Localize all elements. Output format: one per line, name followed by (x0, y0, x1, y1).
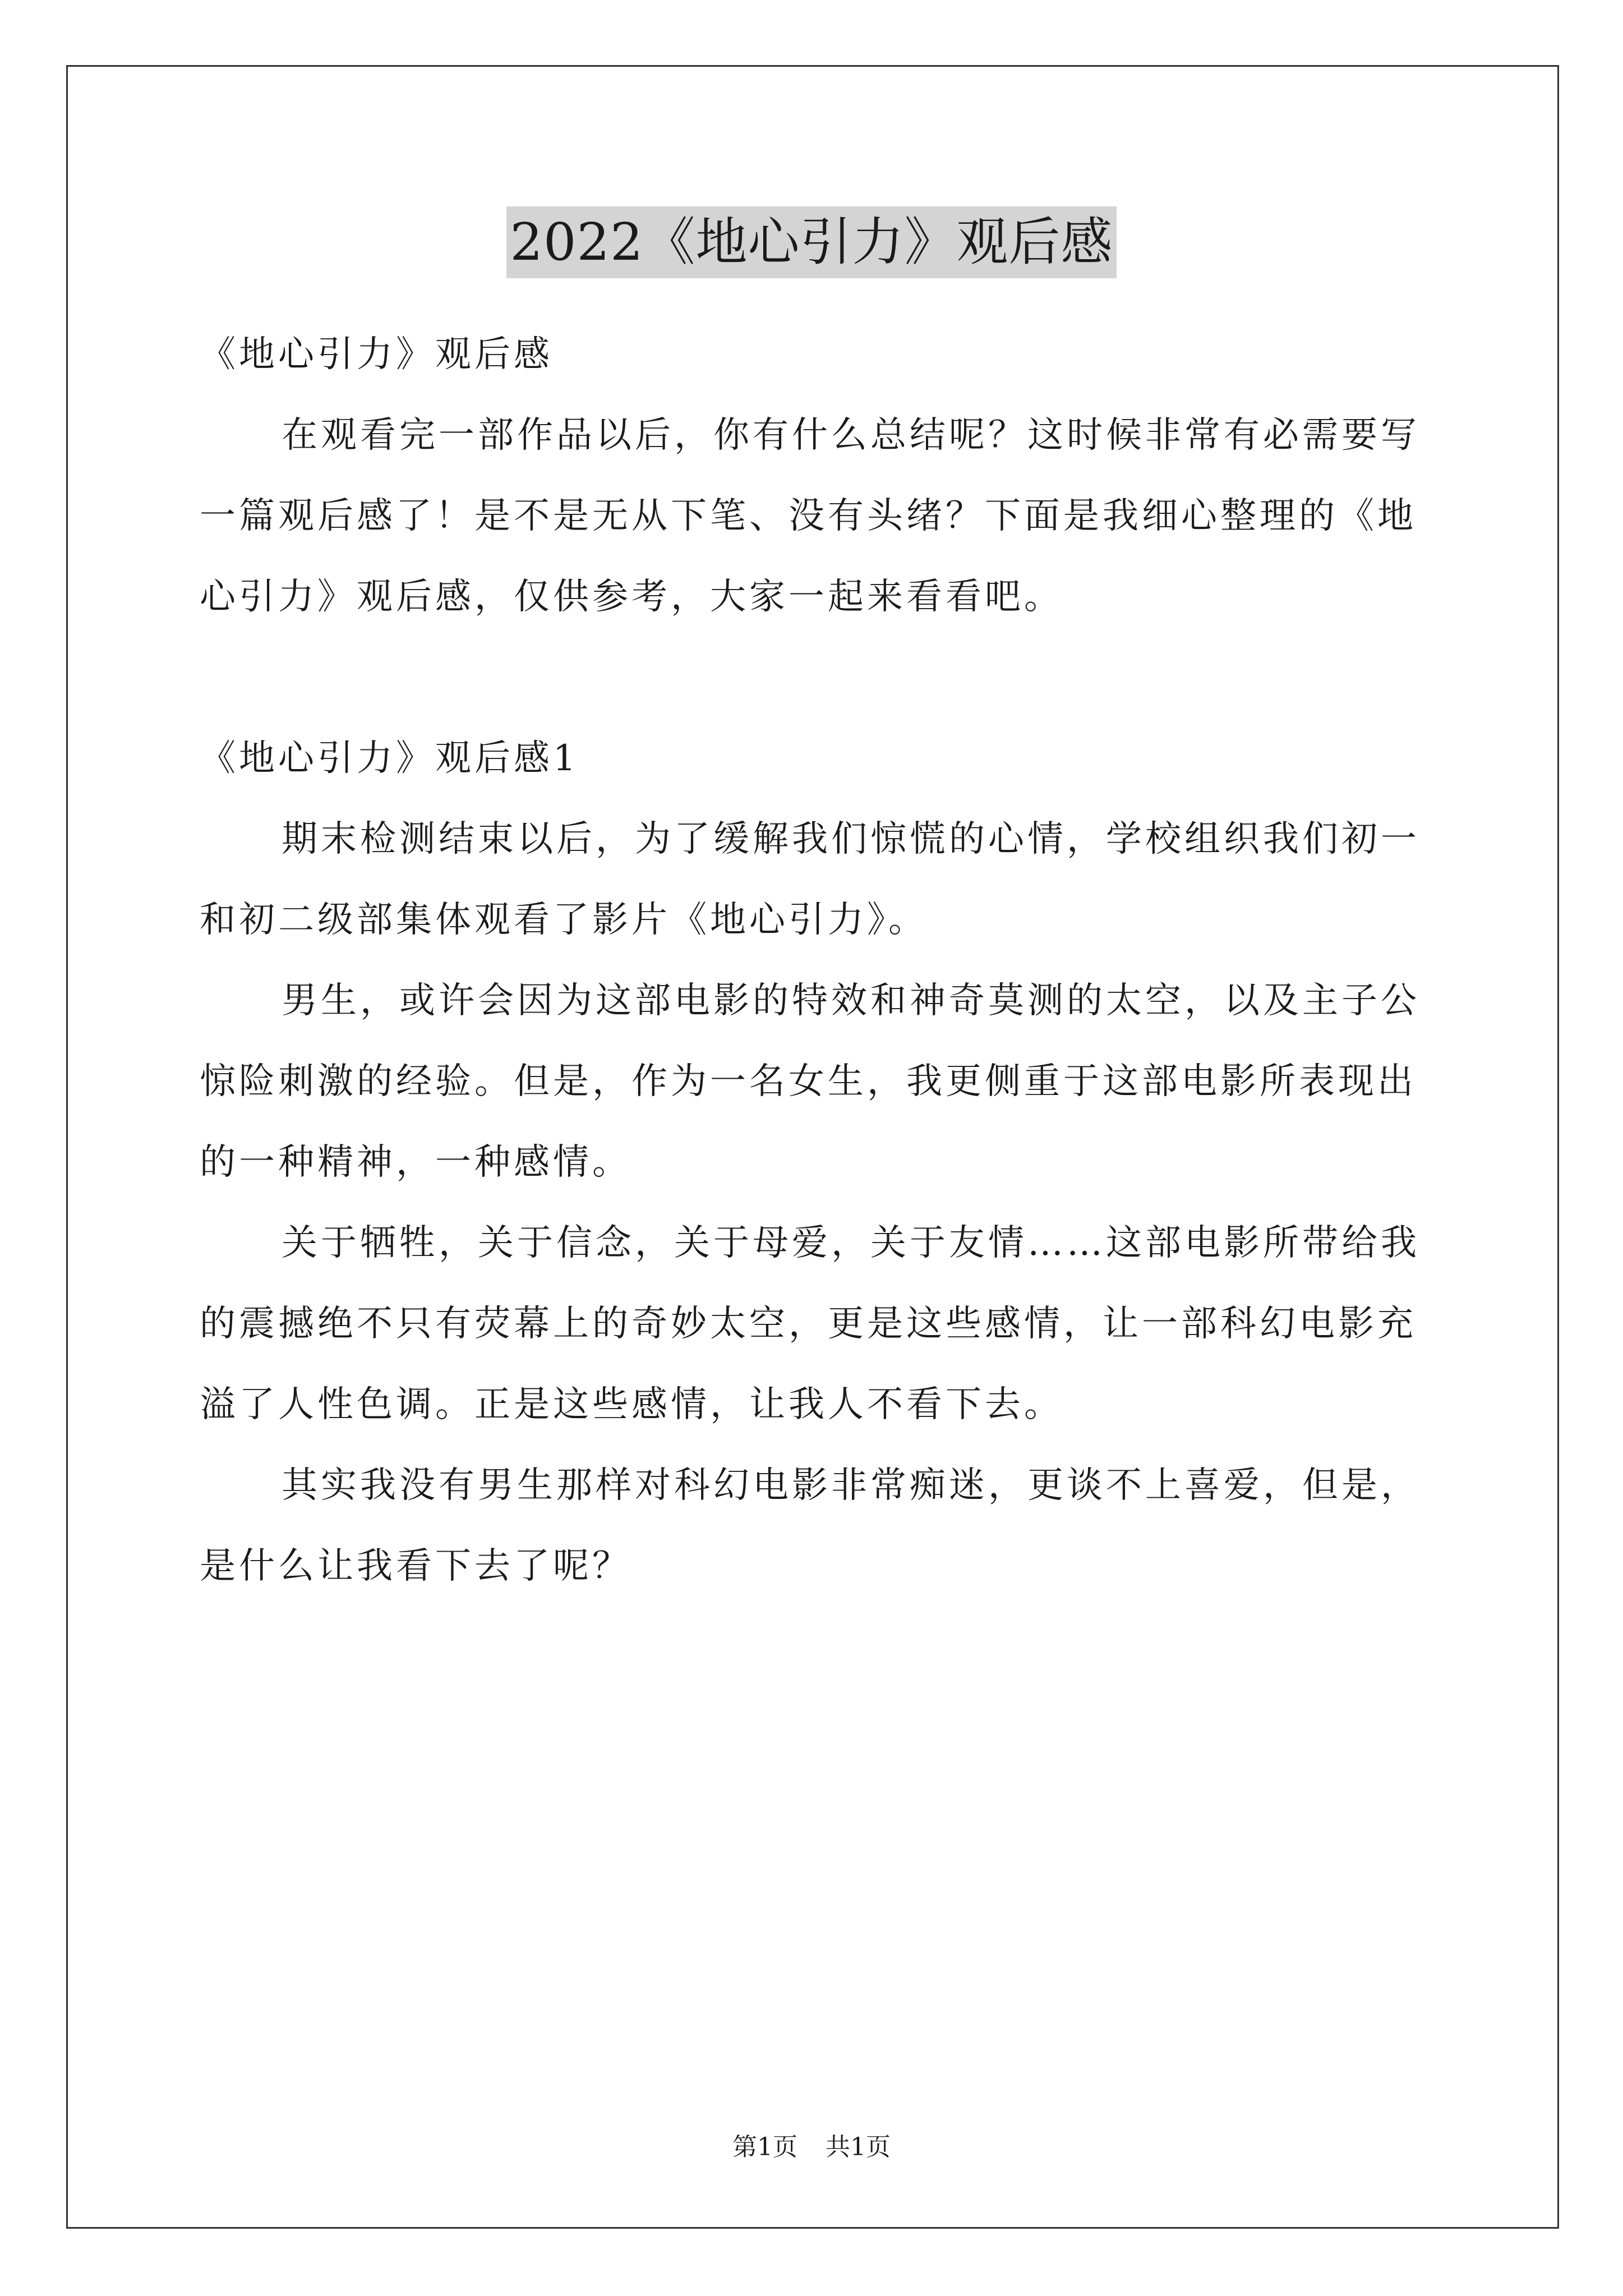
section1-paragraph-4: 其实我没有男生那样对科幻电影非常痴迷，更谈不上喜爱，但是，是什么让我看下去了呢？ (200, 1465, 1420, 1587)
page-footer (0, 2131, 1623, 2164)
page-number: 第1页 (732, 2133, 797, 2161)
section1-paragraph-1: 期末检测结束以后，为了缓解我们惊慌的心情，学校组织我们初一和初二级部集体观看了影片《地心引力》。 (200, 818, 1420, 941)
page-total: 共1页 (826, 2133, 891, 2161)
title-wrap (0, 206, 1623, 278)
intro-paragraph: 在观看完一部作品以后，你有什么总结呢？这时候非常有必需要写一篇观后感了！是不是无从下笔、没有头绪？下面是我细心整理的《地心引力》观后感，仅供参考，大家一起来看看吧。 (200, 415, 1420, 618)
intro-heading: 《地心引力》观后感 (200, 334, 553, 375)
document-body (200, 314, 1433, 1607)
section1-heading: 《地心引力》观后感1 (200, 738, 579, 779)
section1-paragraph-3: 关于牺牲，关于信念，关于母爱，关于友情……这部电影所带给我的震撼绝不只有荧幕上的奇妙太空，更是这些感情，让一部科幻电影充溢了人性色调。正是这些感情，让我人不看下去。 (200, 1222, 1420, 1425)
section-gap (200, 637, 1433, 718)
section1-paragraph-2: 男生，或许会因为这部电影的特效和神奇莫测的太空，以及主子公惊险刺激的经验。但是，作为一名女生，我更侧重于这部电影所表现出的一种精神，一种感情。 (200, 980, 1420, 1183)
document-title: 2022《地心引力》观后感 (506, 206, 1116, 278)
